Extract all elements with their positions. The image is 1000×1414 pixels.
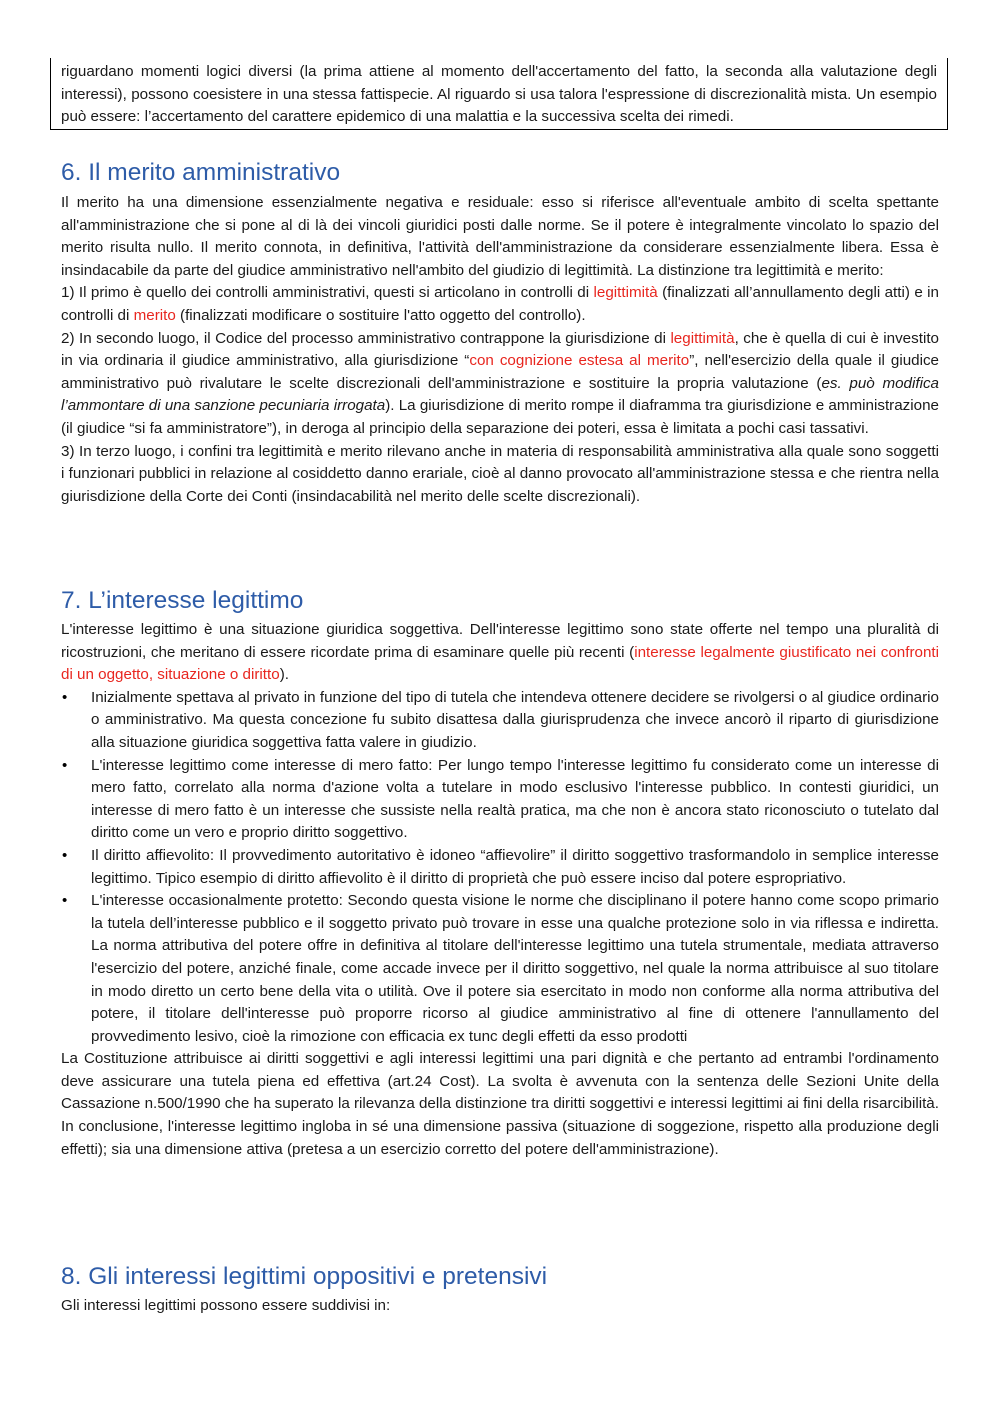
highlight-cognizione: con cognizione estesa al merito [469,352,690,370]
section-6 [61,158,939,508]
section-7-paragraph-costituzione: La Costituzione attribuisce ai diritti soggettivi e agli interessi legittimi una pari dignità e che pertanto ad entrambi l'ordinamento deve assicurare una tutela piena ed effettiva (art.24 Cost). La svolta è avvenuta con la sentenza delle Sezioni Unite della Cassazione n.500/1990 che ha superato la rilevanza della distinzione tra diritti soggettivi e interessi legittimi ai fini della risarcibilità. [61,1050,939,1113]
highlight-merito: merito [133,306,176,324]
section-6-heading: 6. Il merito amministrativo [61,159,341,186]
section-6-paragraph-1: Il merito ha una dimensione essenzialmente negativa e residuale: esso si riferisce all'eventuale ambito di scelta spettante all'amministrazione che si pone al di là dei vincoli giuridici posti dalle norme. Se il potere è integralmente vincolato lo spazio del merito risulta nullo. Il merito connota, in definitiva, l'attività dell'amministrazione da considerare essenzialmente libera. Essa è insindacabile da parte del giudice amministrativo nell'ambito del giudizio di legittimità. La distinzione tra legittimità e merito: [61,194,939,279]
list-item: • Il diritto affievolito: Il provvedimento autoritativo è idoneo “affievolire” il diritto soggettivo trasformandolo in semplice interesse legittimo. Tipico esempio di diritto affievolito è il diritto di proprietà che può essere inciso dal potere espropriativo. [61,845,939,890]
section-8-paragraph-1: Gli interessi legittimi possono essere suddivisi in: [61,1297,391,1314]
section-7-heading: 7. L’interesse legittimo [61,587,304,614]
section-6-paragraph-3: 2) In secondo luogo, il Codice del processo amministrativo contrappone la giurisdizione di legittimità, che è quella di cui è investito in via ordinaria il giudice amministrativo, alla giurisdizione “con cognizione estesa al merito”, nell'esercizio della quale il giudice amministrativo può rivalutare le scelte discrezionali dell'amministrazione e sostituire la propria valutazione (es. può modifica l’ammontare di una sanzione pecuniaria irrogata). La giurisdizione di merito rompe il diaframma tra giurisdizione e amministrazione (il giudice “si fa amministratore”), in deroga al principio della separazione dei poteri, essa è limitata a pochi casi tassativi. [61,329,940,437]
section-8 [61,1262,939,1318]
theories-list [61,687,939,1049]
section-6-paragraph-4: 3) In terzo luogo, i confini tra legittimità e merito rilevano anche in materia di responsabilità amministrativa alla quale sono soggetti i funzionari pubblici in relazione al cosiddetto danno erariale, cioè al danno provocato all'amministrazione stessa e che rientra nella giurisdizione della Corte dei Conti (insindacabilità nel merito delle scelte discrezionali). [61,442,939,505]
example-italic: es. può modifica l’ammontare di una sanzione pecuniaria irrogata [61,374,939,415]
highlight-definition: interesse legalmente giustificato nei confronti di un oggetto, situazione o diritto [61,643,939,684]
section-7-paragraph-conclusione: In conclusione, l'interesse legittimo ingloba in sé una dimensione passiva (situazione di soggezione, rispetto alla produzione degli effetti); sia una dimensione attiva (pretesa a un esercizio corretto del potere dell'amministrazione). [61,1118,939,1158]
section-7-intro: L'interesse legittimo è una situazione giuridica soggettiva. Dell'interesse legittimo sono state offerte nel tempo una pluralità di ricostruzioni, che meritano di essere ricordate prima di esaminare quelle più recenti (interesse legalmente giustificato nei confronti di un oggetto, situazione o diritto). [61,621,939,684]
section-7 [61,586,939,1161]
section-8-heading: 8. Gli interessi legittimi oppositivi e pretensivi [61,1263,548,1290]
highlight-legittimita-2: legittimità [670,329,735,347]
highlight-legittimita: legittimità [593,284,658,302]
box-paragraph: riguardano momenti logici diversi (la prima attiene al momento dell'accertamento del fatto, la seconda alla valutazione degli interessi), possono coesistere in una stessa fattispecie. Al riguardo si usa talora l'espressione di discrezionalità mista. Un esempio può essere: l’accertamento del carattere epidemico di una malattia e la successiva scelta dei rimedi. [61,63,937,126]
section-6-paragraph-2: 1) Il primo è quello dei controlli amministrativi, questi si articolano in controlli di legittimità (finalizzati all’annullamento degli atti) e in controlli di merito (finalizzati modificare o sostituire l'atto oggetto del controllo). [61,284,939,324]
continued-text-box [50,58,948,130]
list-item: • L'interesse occasionalmente protetto: Secondo questa visione le norme che disciplinano il potere hanno come scopo primario la tutela dell’interesse pubblico e il soggetto privato può trovare in esse una qualche protezione solo in via riflessa e indiretta. La norma attributiva del potere offre in definitiva al titolare dell'interesse legittimo una tutela strumentale, mediata attraverso l'esercizio del potere, anziché finale, come accade invece per il diritto soggettivo, nel quale la norma attribuisce al suo titolare in modo diretto un certo bene della vita o utilità. Ove il potere sia esercitato in modo non conforme alla norma attributiva del potere, il titolare dell'interesse può proporre ricorso al giudice amministrativo al fine di ottenere l'annullamento del provvedimento lesivo, cioè la rimozione con efficacia ex tunc degli effetti da esso prodotti [61,890,939,1048]
list-item: • L'interesse legittimo come interesse di mero fatto: Per lungo tempo l'interesse legittimo fu considerato come un interesse di mero fatto, correlato alla norma d'azione volta a tutelare in modo esclusivo l'interesse pubblico. In contesti giuridici, un interesse di mero fatto è un interesse che sussiste nella realtà pratica, ma che non è ancora stato riconosciuto o tutelato dal diritto come un vero e proprio diritto soggettivo. [61,755,939,845]
list-item: • Inizialmente spettava al privato in funzione del tipo di tutela che intendeva ottenere decidere se rivolgersi o al giudice ordinario o amministrativo. Ma questa concezione fu subito disattesa dalla giurisprudenza che invece ancorò il riparto di giurisdizione alla situazione giuridica soggettiva fatta valere in giudizio. [61,687,939,755]
